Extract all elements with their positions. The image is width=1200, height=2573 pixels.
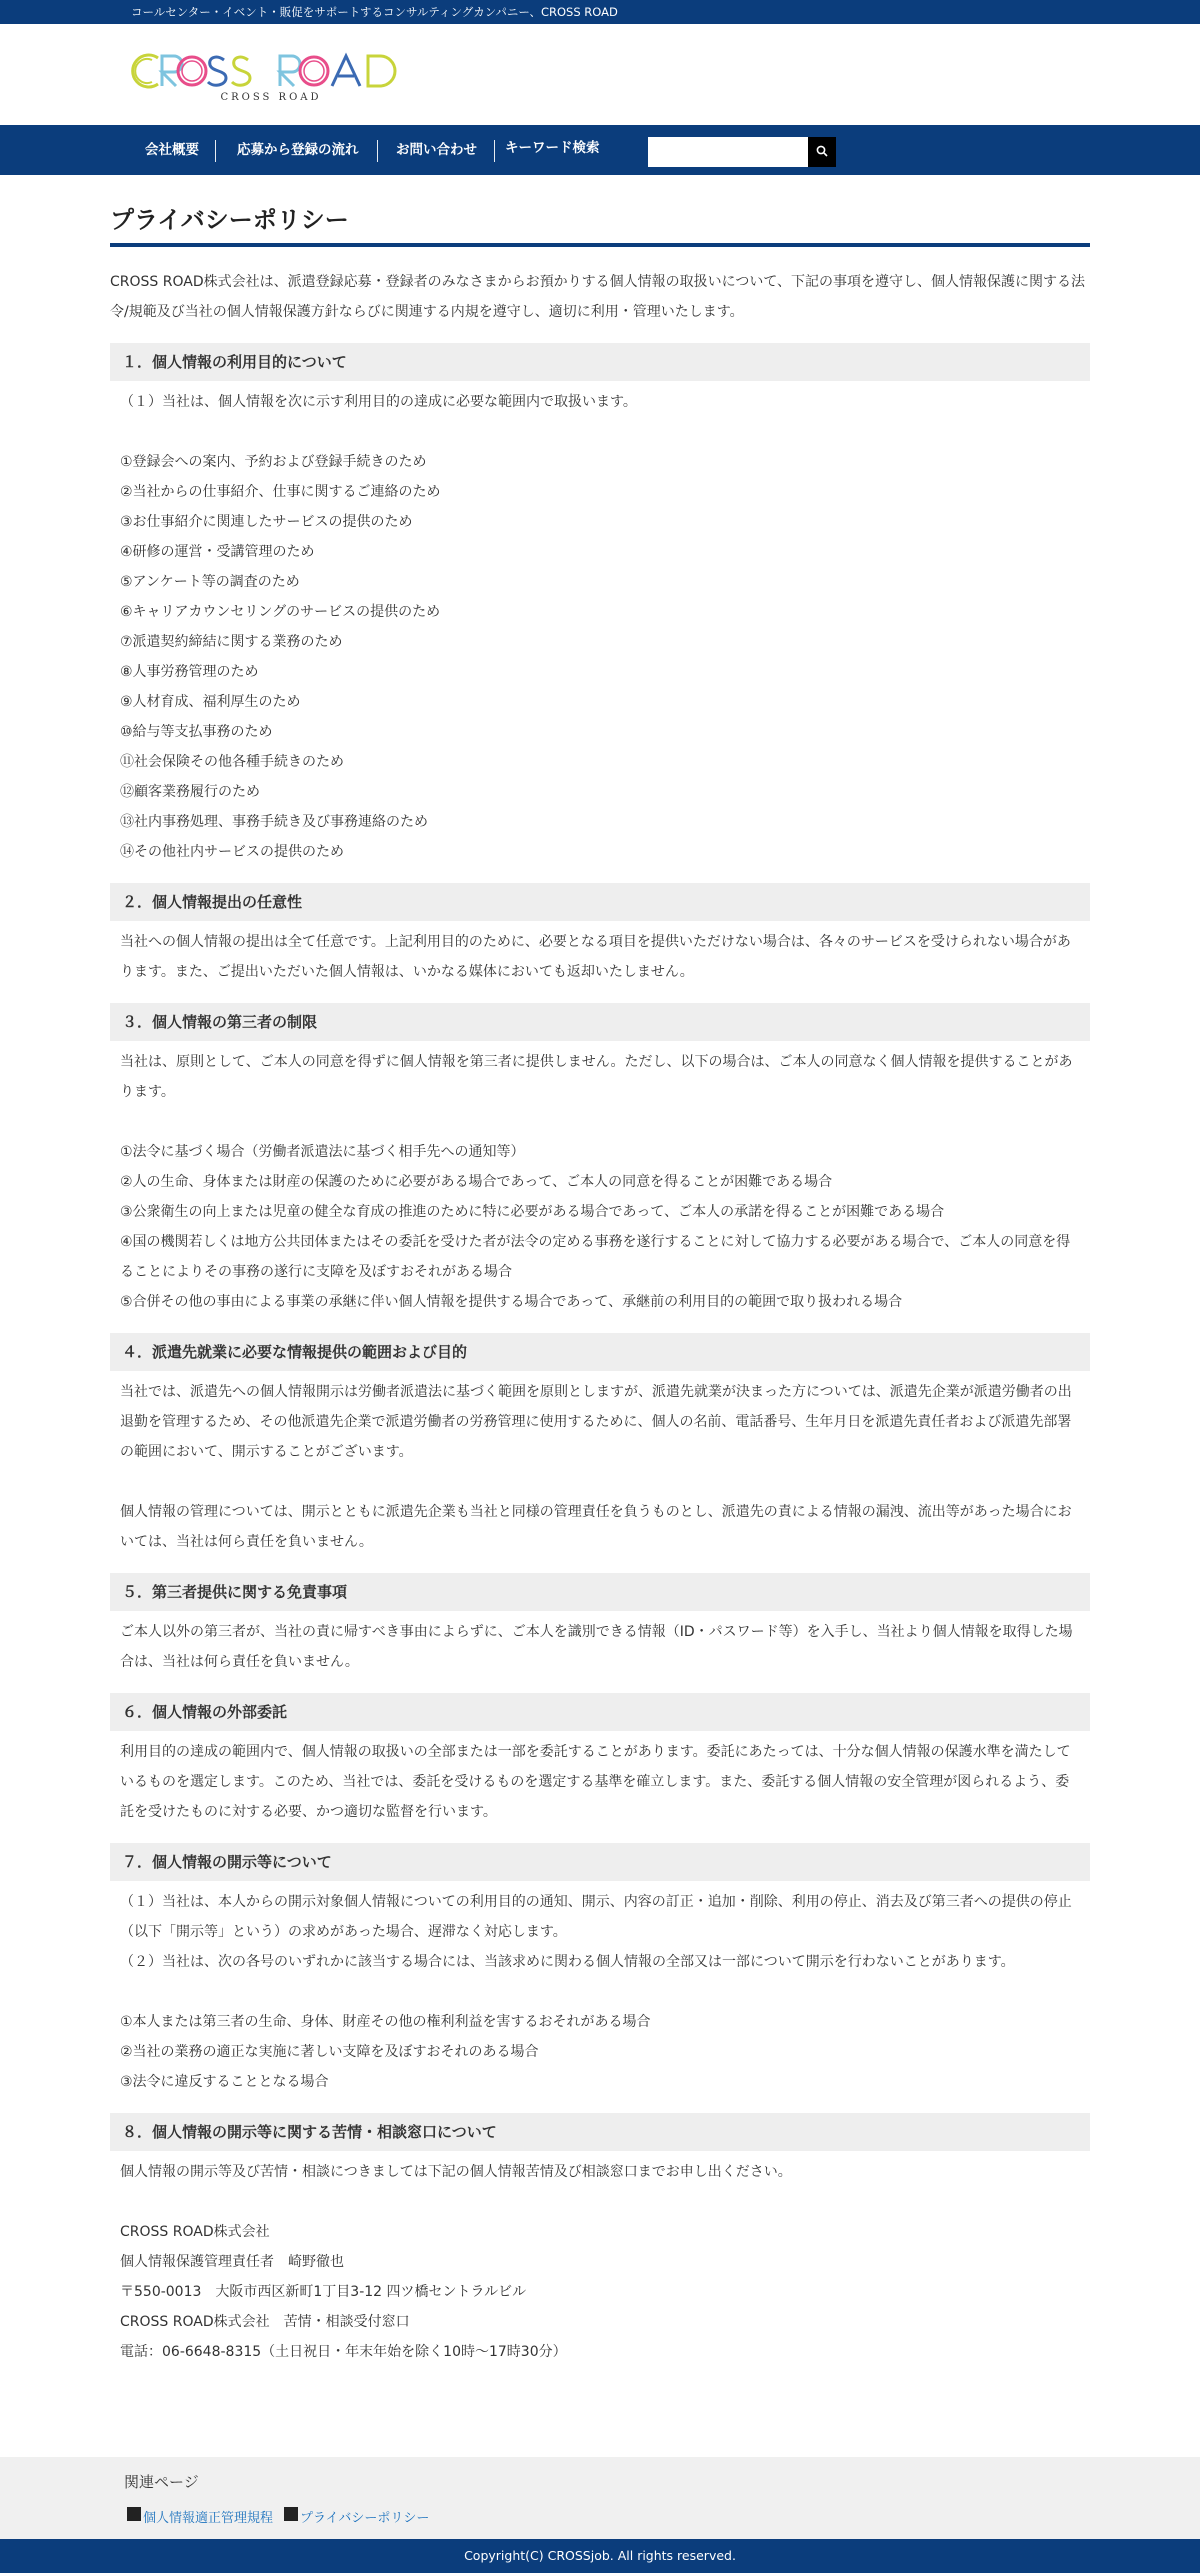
site-footer — [0, 2539, 1200, 2573]
section-heading: ４．派遣先就業に必要な情報提供の範囲および目的 — [110, 1333, 1090, 1371]
square-bullet-icon — [127, 2507, 141, 2521]
related-link-management[interactable]: 個人情報適正管理規程 — [143, 2511, 274, 2526]
section-line — [120, 1107, 1080, 1137]
section-line — [120, 417, 1080, 447]
nav-item-flow[interactable]: 応募から登録の流れ — [237, 142, 359, 158]
nav-item-contact[interactable]: お問い合わせ — [396, 142, 477, 158]
search-icon — [816, 145, 828, 157]
search-button[interactable] — [808, 137, 836, 167]
section-line: ③お仕事紹介に関連したサービスの提供のため — [120, 514, 413, 530]
section-line: （１）当社は、個人情報を次に示す利用目的の達成に必要な範囲内で取扱います。 — [120, 394, 637, 410]
section-line — [120, 1977, 1080, 2007]
section-body — [110, 921, 1090, 987]
section-line: ③法令に違反することとなる場合 — [120, 2074, 329, 2090]
search-input[interactable] — [648, 137, 808, 167]
section-line: ①登録会への案内、予約および登録手続きのため — [120, 454, 427, 470]
section-line: ⑤合併その他の事由による事業の承継に伴い個人情報を提供する場合であって、承継前の利用目的の範囲で取り扱われる場合 — [120, 1294, 903, 1310]
section-body — [110, 2151, 1090, 2367]
section-line: 利用目的の達成の範囲内で、個人情報の取扱いの全部または一部を委託することがあります。委託にあたっては、十分な個人情報の保護水準を満たしているものを選定します。このため、当社では、委託を受けるものを選定する基準を確立します。また、委託する個人情報の安全管理が図られるよう、委託を受けたものに対する必要、かつ適切な監督を行います。 — [120, 1744, 1071, 1820]
section-line: ⑧人事労務管理のため — [120, 664, 259, 680]
section-line — [120, 2187, 1080, 2217]
section-line: ②人の生命、身体または財産の保護のために必要がある場合であって、ご本人の同意を得ることが困難である場合 — [120, 1174, 833, 1190]
section-heading: ５．第三者提供に関する免責事項 — [110, 1573, 1090, 1611]
nav-divider — [215, 140, 216, 162]
section-line: 当社では、派遣先への個人情報開示は労働者派遣法に基づく範囲を原則としますが、派遣先就業が決まった方については、派遣先企業が派遣労働者の出退勤を管理するため、その他派遣先企業で派遣労働者の労務管理に使用するために、個人の名前、電話番号、生年月日を派遣先責任者および派遣先部署の範囲において、開示することがございます。 — [120, 1384, 1072, 1460]
section-line: 電話：06-6648-8315（土日祝日・年末年始を除く10時～17時30分） — [120, 2344, 567, 2360]
related-link-privacy[interactable]: プライバシーポリシー — [300, 2511, 430, 2526]
section-line: ④研修の運営・受講管理のため — [120, 544, 315, 560]
nav-divider — [494, 140, 495, 162]
section-heading: ６．個人情報の外部委託 — [110, 1693, 1090, 1731]
section-heading: ３．個人情報の第三者の制限 — [110, 1003, 1090, 1041]
section-body — [110, 1881, 1090, 2097]
section-line: ⑭その他社内サービスの提供のため — [120, 844, 344, 860]
section-line — [120, 1467, 1080, 1497]
section-line: ④国の機関若しくは地方公共団体またはその委託を受けた者が法令の定める事務を遂行することに対して協力する必要がある場合で、ご本人の同意を得ることによりその事務の遂行に支障を及ぼすおそれがある場合 — [120, 1234, 1071, 1280]
section-line: ②当社の業務の適正な実施に著しい支障を及ぼすおそれのある場合 — [120, 2044, 539, 2060]
section-line: （１）当社は、本人からの開示対象個人情報についての利用目的の通知、開示、内容の訂正・追加・削除、利用の停止、消去及び第三者への提供の停止（以下「開示等」という）の求めがあった場合、遅滞なく対応します。 — [120, 1894, 1072, 1940]
section-line: 当社は、原則として、ご本人の同意を得ずに個人情報を第三者に提供しません。ただし、以下の場合は、ご本人の同意なく個人情報を提供することがあります。 — [120, 1054, 1073, 1100]
section-line: CROSS ROAD株式会社 苦情・相談受付窓口 — [120, 2314, 410, 2330]
related-title: 関連ページ — [124, 2473, 199, 2491]
section-line: 個人情報の開示等及び苦情・相談につきましては下記の個人情報苦情及び相談窓口までお申し出ください。 — [120, 2164, 792, 2180]
section-line: ご本人以外の第三者が、当社の責に帰すべき事由によらずに、ご本人を識別できる情報（ID・パスワード等）を入手し、当社より個人情報を取得した場合は、当社は何ら責任を負いません。 — [120, 1624, 1073, 1670]
section-body — [110, 1731, 1090, 1827]
section-heading: ７．個人情報の開示等について — [110, 1843, 1090, 1881]
tagline-text: コールセンター・イベント・販促をサポートするコンサルティングカンパニー、CROSS ROAD — [131, 5, 618, 19]
section-heading: １．個人情報の利用目的について — [110, 343, 1090, 381]
copyright-text: Copyright(C) CROSSjob. All rights reserved. — [464, 2548, 736, 2563]
section-body — [110, 1041, 1090, 1317]
section-line: ⑦派遣契約締結に関する業務のため — [120, 634, 343, 650]
site-header — [0, 24, 1200, 125]
section-body — [110, 381, 1090, 867]
section-body — [110, 1371, 1090, 1557]
section-heading: ２．個人情報提出の任意性 — [110, 883, 1090, 921]
section-line: 〒550-0013 大阪市西区新町1丁目3-12 四ツ橋セントラルビル — [120, 2284, 527, 2300]
section-line: 当社への個人情報の提出は全て任意です。上記利用目的のために、必要となる項目を提供いただけない場合は、各々のサービスを受けられない場合があります。また、ご提出いただいた個人情報は、いかなる媒体においても返却いたしません。 — [120, 934, 1071, 980]
section-line: ⑤アンケート等の調査のため — [120, 574, 300, 590]
section-line: ⑬社内事務処理、事務手続き及び事務連絡のため — [120, 814, 428, 830]
section-body — [110, 1611, 1090, 1677]
intro-paragraph: CROSS ROAD株式会社は、派遣登録応募・登録者のみなさまからお預かりする個人情報の取扱いについて、下記の事項を遵守し、個人情報保護に関する法令/規範及び当社の個人情報保護方針ならびに関連する内規を遵守し、適切に利用・管理いたします。 — [110, 274, 1086, 320]
section-line: ⑨人材育成、福利厚生のため — [120, 694, 301, 710]
section-line: CROSS ROAD株式会社 — [120, 2224, 270, 2240]
square-bullet-icon — [284, 2507, 298, 2521]
section-line: ②当社からの仕事紹介、仕事に関するご連絡のため — [120, 484, 441, 500]
nav-item-company[interactable]: 会社概要 — [145, 142, 199, 158]
section-line: ①法令に基づく場合（労働者派遣法に基づく相手先への通知等） — [120, 1144, 525, 1160]
section-line: ①本人または第三者の生命、身体、財産その他の権利利益を害するおそれがある場合 — [120, 2014, 651, 2030]
section-heading: ８．個人情報の開示等に関する苦情・相談窓口について — [110, 2113, 1090, 2151]
nav-divider — [377, 140, 378, 162]
section-line: ⑪社会保険その他各種手続きのため — [120, 754, 344, 770]
main-content — [110, 200, 1090, 2367]
section-line: 個人情報の管理については、開示とともに派遣先企業も当社と同様の管理責任を負うものとし、派遣先の責による情報の漏洩、流出等があった場合においては、当社は何ら責任を負いません。 — [120, 1504, 1072, 1550]
policy-sections — [110, 343, 1090, 2367]
related-pages — [0, 2457, 1200, 2539]
section-line: （２）当社は、次の各号のいずれかに該当する場合には、当該求めに関わる個人情報の全部又は一部について開示を行わないことがあります。 — [120, 1954, 1015, 1970]
top-tagline-bar — [0, 0, 1200, 24]
main-nav — [0, 125, 1200, 175]
section-line: ③公衆衛生の向上または児童の健全な育成の推進のために特に必要がある場合であって、ご本人の承諾を得ることが困難である場合 — [120, 1204, 945, 1220]
page-title: プライバシーポリシー — [110, 200, 1090, 247]
logo-subtext: CROSS ROAD — [220, 92, 322, 103]
search-label: キーワード検索 — [505, 140, 600, 156]
section-line: ⑥キャリアカウンセリングのサービスの提供のため — [120, 604, 441, 620]
section-line: 個人情報保護管理責任者 崎野徹也 — [120, 2254, 344, 2270]
section-line: ⑫顧客業務履行のため — [120, 784, 260, 800]
section-line: ⑩給与等支払事務のため — [120, 724, 273, 740]
